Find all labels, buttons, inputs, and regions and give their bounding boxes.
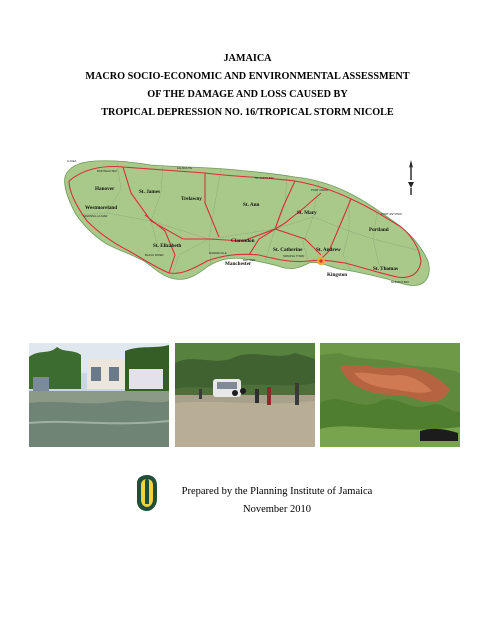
town-label: PORT MARIA	[311, 188, 329, 192]
parish-label: St. James	[139, 189, 161, 195]
parish-label: Kingston	[327, 272, 348, 278]
publication-date: November 2010	[243, 504, 311, 515]
parish-label: Clarendon	[231, 238, 255, 244]
town-label: MONTEGO BAY	[97, 169, 118, 173]
kingston-marker	[317, 257, 325, 265]
title-line-2: MACRO SOCIO-ECONOMIC AND ENVIRONMENTAL ASSESSMENT	[85, 71, 410, 82]
parish-label: St. Ann	[243, 202, 260, 208]
town-label: MORANT BAY	[391, 280, 410, 284]
flooded-road-photo	[175, 343, 315, 447]
town-label: PORT ANTONIO	[381, 212, 402, 216]
title-line-1: JAMAICA	[223, 53, 272, 64]
parish-label: St. Mary	[297, 210, 317, 216]
parish-label: St. Thomas	[373, 266, 398, 272]
parish-label: Trelawny	[181, 196, 202, 202]
title-line-4: TROPICAL DEPRESSION NO. 16/TROPICAL STORM NICOLE	[101, 107, 394, 118]
pioj-logo	[135, 473, 159, 513]
town-label: BLACK RIVER	[145, 253, 164, 257]
town-label: MANDEVILLE	[209, 251, 227, 255]
flooded-houses-photo	[29, 343, 169, 447]
parish-label: Hanover	[95, 186, 115, 192]
parish-label: St. Catherine	[273, 247, 303, 253]
parish-label: Westmoreland	[85, 205, 118, 211]
parish-label: Portland	[369, 227, 389, 233]
landslide-photo	[320, 343, 460, 447]
north-arrow-icon	[404, 160, 418, 196]
town-label: SPANISH TOWN	[283, 254, 305, 258]
title-line-3: OF THE DAMAGE AND LOSS CAUSED BY	[147, 89, 348, 100]
parish-label: Manchester	[225, 261, 252, 267]
town-label: ST. ANN'S BAY	[255, 176, 275, 180]
town-label: SAVANNA-LA-MAR	[83, 214, 108, 218]
prepared-by-text: Prepared by the Planning Institute of Jamaica	[181, 486, 373, 497]
parish-label: St. Andrew	[316, 247, 341, 253]
town-label: FALMOUTH	[177, 166, 193, 170]
town-label: MAY PEN	[243, 258, 256, 262]
town-label: LUCEA	[67, 159, 77, 163]
document-title	[0, 50, 495, 122]
jamaica-map	[59, 143, 435, 310]
parish-label: St. Elizabeth	[153, 243, 182, 249]
